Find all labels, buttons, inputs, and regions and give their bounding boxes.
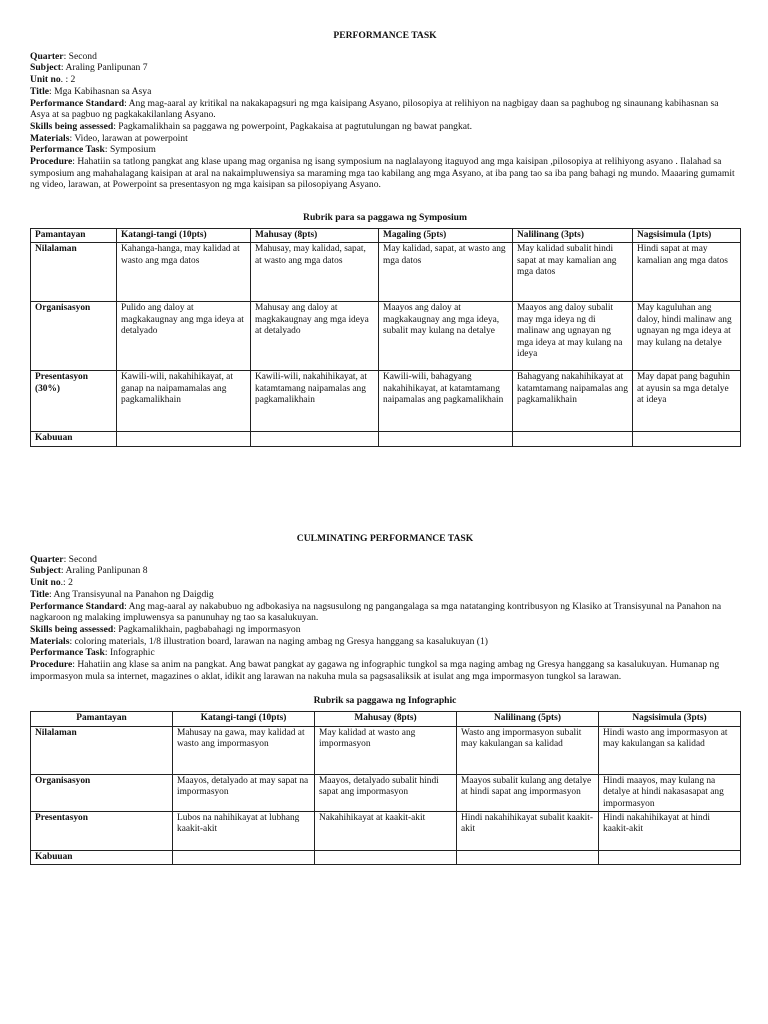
table-cell xyxy=(315,851,457,865)
table-cell: Maayos, detalyado at may sapat na impormasyon xyxy=(173,774,315,811)
task-label: Performance Task xyxy=(30,144,105,156)
table-row xyxy=(31,812,741,851)
title-value: : Mga Kabihasnan sa Asya xyxy=(49,85,152,97)
table-cell: May dapat pang baguhin at ayusin sa mga detalye at ideya xyxy=(633,371,741,432)
table-cell: Mahusay ang daloy at magkakaugnay ang mga ideya at detalyado xyxy=(251,302,379,371)
materials-label: Materials xyxy=(30,635,70,647)
skills-value: : Pagkamalikhain sa paggawa ng powerpoint, Pagkakaisa at pagtutulungan ng bawat pangkat. xyxy=(113,120,473,132)
section-title: PERFORMANCE TASK xyxy=(333,30,437,41)
unit-line xyxy=(30,74,740,86)
table-cell: Kawili-wili, nakahihikayat, at ganap na naipamamalas ang pagkamalikhain xyxy=(117,371,251,432)
table-cell xyxy=(173,851,315,865)
table-cell: Bahagyang nakahihikayat at katamtamang naipamalas ang pagkamalikhain xyxy=(513,371,633,432)
table-cell: Mahusay na gawa, may kalidad at wasto ang impormasyon xyxy=(173,726,315,774)
header-cell: Nalilinang (3pts) xyxy=(513,228,633,242)
title-line xyxy=(30,86,740,98)
table-row xyxy=(31,302,741,371)
table-cell: Hindi wasto ang impormasyon at may kakulangan sa kalidad xyxy=(599,726,741,774)
rubric-title: Rubrik para sa paggawa ng Symposium xyxy=(303,212,467,224)
header-cell: Nagsisimula (1pts) xyxy=(633,228,741,242)
standard-value: : Ang mag-aaral ay kritikal na nakakapagsuri ng mga kaisipang Asyano, pilosopiya at relihiyon na nagbigay daan sa paghubog ng sinaunang kabihasnan sa Asya at sa pagbuo ng pagkakakilanlang Asyano. xyxy=(30,97,719,121)
subject-line xyxy=(30,565,740,577)
header-cell: Pamantayan xyxy=(31,228,117,242)
procedure-line xyxy=(30,659,740,682)
criterion-cell: Presentasyon (30%) xyxy=(31,371,117,432)
standard-value: : Ang mag-aaral ay nakabubuo ng adbokasiya na nagsusulong ng pangangalaga sa mga natatanging kontribusyon ng Klasiko at Transisyunal na Panahon na nagkaroon ng malaking impluwensya sa panunuhay ng tao sa kasalukuyan. xyxy=(30,600,722,624)
section-title: CULMINATING PERFORMANCE TASK xyxy=(296,533,474,544)
criterion-cell: Presentasyon xyxy=(31,812,173,851)
materials-line xyxy=(30,133,740,145)
table-cell xyxy=(633,432,741,446)
task-value: : Symposium xyxy=(104,144,156,156)
table-cell xyxy=(379,432,513,446)
table-cell: Maayos ang daloy at magkakaugnay ang mga ideya, subalit may kulang na detalye xyxy=(379,302,513,371)
table-cell: Maayos subalit kulang ang detalye at hindi sapat ang impormasyon xyxy=(457,774,599,811)
title-label: Title xyxy=(30,588,50,600)
table-cell: Hindi maayos, may kulang na detalye at hindi nakasasapat ang impormasyon xyxy=(599,774,741,811)
table-row xyxy=(31,726,741,774)
table-cell: Wasto ang impormasyon subalit may kakulangan sa kalidad xyxy=(457,726,599,774)
title-value: : Ang Transisyunal na Panahon ng Daigdig xyxy=(49,588,214,600)
subject-line xyxy=(30,62,740,74)
header-cell: Katangi-tangi (10pts) xyxy=(173,712,315,726)
title-label: Title xyxy=(30,85,50,97)
procedure-label: Procedure xyxy=(30,659,73,671)
table-cell: May kalidad, sapat, at wasto ang mga datos xyxy=(379,243,513,302)
table-cell: Kawili-wili, nakahihikayat, at katamtamang naipamalas ang pagkamalikhain xyxy=(251,371,379,432)
materials-value: : Video, larawan at powerpoint xyxy=(69,132,188,144)
materials-line xyxy=(30,636,740,648)
table-cell xyxy=(251,432,379,446)
table-cell xyxy=(599,851,741,865)
header-cell: Katangi-tangi (10pts) xyxy=(117,228,251,242)
table-cell: Pulido ang daloy at magkakaugnay ang mga ideya at detalyado xyxy=(117,302,251,371)
table-cell: May kalidad at wasto ang impormasyon xyxy=(315,726,457,774)
rubric-table xyxy=(30,711,741,865)
standard-line xyxy=(30,601,740,624)
quarter-line xyxy=(30,554,740,566)
rubric-title: Rubrik sa paggawa ng Infographic xyxy=(313,695,457,707)
task-line xyxy=(30,647,740,659)
task-label: Performance Task xyxy=(30,647,105,659)
skills-label: Skills being assessed xyxy=(30,120,114,132)
criterion-cell: Nilalaman xyxy=(31,243,117,302)
culminating-task-section xyxy=(30,533,740,865)
quarter-label: Quarter xyxy=(30,50,64,62)
quarter-line xyxy=(30,51,740,63)
procedure-value: : Hahatiin sa tatlong pangkat ang klase upang mag organisa ng isang symposium na naglalayong itaguyod ang mga kaisipan ,pilosopiya at relihiyong asyano . Ilalahad sa symposium ang mahahalagang kaisipan at aral na nakaimpluwensiya sa maraming mga tao kabilang ang mga Asyano, at iba pang tao sa iba pang bahagi ng mundo. Maaaring gumamit ng video, larawan, at Powerpoint sa presentasyon ng mga kaisipan sa pilosopiyang Asyano. xyxy=(30,156,735,191)
subject-value: : Araling Panlipunan 8 xyxy=(60,565,148,577)
table-cell: Hindi nakahihikayat at hindi kaakit-akit xyxy=(599,812,741,851)
task-line xyxy=(30,144,740,156)
table-row xyxy=(31,371,741,432)
header-cell: Pamantayan xyxy=(31,712,173,726)
skills-value: : Pagkamalikhain, pagbabahagi ng impormasyon xyxy=(113,623,301,635)
header-cell: Nalilinang (5pts) xyxy=(457,712,599,726)
skills-line xyxy=(30,121,740,133)
table-cell: Mahusay, may kalidad, sapat, at wasto ang mga datos xyxy=(251,243,379,302)
criterion-cell: Organisasyon xyxy=(31,302,117,371)
table-cell: Maayos ang daloy subalit may mga ideya ng di malinaw ang ugnayan ng mga ideya at may kulang na ideya xyxy=(513,302,633,371)
procedure-label: Procedure xyxy=(30,156,73,168)
procedure-value: : Hahatiin ang klase sa anim na pangkat. Ang bawat pangkat ay gagawa ng infographic tungkol sa mga naging ambag ng Gresya hanggang sa kasalukuyan. Humanap ng impormasyon mula sa internet, magazines o aklat, idikit ang larawan na nakuha mula sa pagsasaliksik at isulat ang mga impormasyon tungkol sa larawan. xyxy=(30,659,720,682)
total-label-cell: Kabuuan xyxy=(31,432,117,446)
standard-label: Performance Standard xyxy=(30,600,125,612)
header-cell: Mahusay (8pts) xyxy=(315,712,457,726)
materials-value: : coloring materials, 1/8 illustration board, larawan na naging ambag ng Gresya hanggang sa kasalukuyan (1) xyxy=(69,635,488,647)
performance-task-section xyxy=(30,30,740,447)
table-cell: Hindi nakahihikayat subalit kaakit-akit xyxy=(457,812,599,851)
unit-label: Unit no xyxy=(30,577,61,589)
unit-label: Unit no xyxy=(30,74,61,86)
criterion-cell: Organisasyon xyxy=(31,774,173,811)
standard-line xyxy=(30,98,740,121)
table-cell: May kalidad subalit hindi sapat at may kamalian ang mga datos xyxy=(513,243,633,302)
quarter-value: : Second xyxy=(63,50,97,62)
total-row xyxy=(31,851,741,865)
skills-line xyxy=(30,624,740,636)
table-cell: Kawili-wili, bahagyang nakahihikayat, at katamtamang naipamalas ang pagkamalikhain xyxy=(379,371,513,432)
subject-label: Subject xyxy=(30,565,61,577)
total-label-cell: Kabuuan xyxy=(31,851,173,865)
header-cell: Magaling (5pts) xyxy=(379,228,513,242)
unit-line xyxy=(30,577,740,589)
unit-value: . : 2 xyxy=(60,74,76,86)
header-cell: Mahusay (8pts) xyxy=(251,228,379,242)
table-row xyxy=(31,774,741,811)
table-cell: Maayos, detalyado subalit hindi sapat ang impormasyon xyxy=(315,774,457,811)
criterion-cell: Nilalaman xyxy=(31,726,173,774)
table-cell: Nakahihikayat at kaakit-akit xyxy=(315,812,457,851)
subject-value: : Araling Panlipunan 7 xyxy=(60,62,148,74)
rubric-table xyxy=(30,228,741,447)
table-cell xyxy=(117,432,251,446)
table-cell xyxy=(457,851,599,865)
subject-label: Subject xyxy=(30,62,61,74)
total-row xyxy=(31,432,741,446)
procedure-line xyxy=(30,156,740,191)
quarter-value: : Second xyxy=(63,553,97,565)
standard-label: Performance Standard xyxy=(30,97,125,109)
table-cell: Hindi sapat at may kamalian ang mga datos xyxy=(633,243,741,302)
unit-value: .: 2 xyxy=(60,577,73,589)
title-line xyxy=(30,589,740,601)
table-header-row xyxy=(31,228,741,242)
table-cell: Lubos na nahihikayat at lubhang kaakit-akit xyxy=(173,812,315,851)
table-row xyxy=(31,243,741,302)
table-cell: May kaguluhan ang daloy, hindi malinaw ang ugnayan ng mga ideya at may kulang na detalye xyxy=(633,302,741,371)
table-header-row xyxy=(31,712,741,726)
task-value: : Infographic xyxy=(104,647,155,659)
materials-label: Materials xyxy=(30,132,70,144)
header-cell: Nagsisimula (3pts) xyxy=(599,712,741,726)
skills-label: Skills being assessed xyxy=(30,623,114,635)
table-cell: Kahanga-hanga, may kalidad at wasto ang mga datos xyxy=(117,243,251,302)
table-cell xyxy=(513,432,633,446)
quarter-label: Quarter xyxy=(30,553,64,565)
